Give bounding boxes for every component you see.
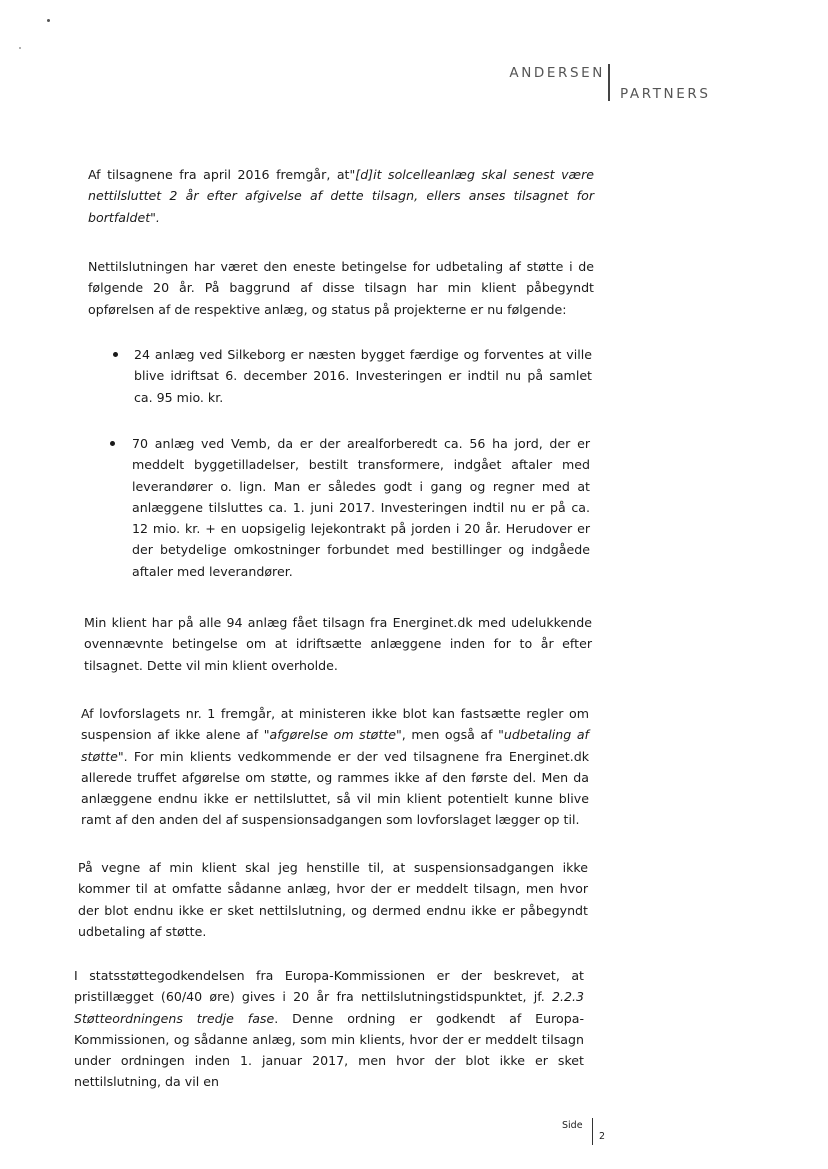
list-item-text: 24 anlæg ved Silkeborg er næsten bygget færdige og forventes at ville blive idriftsat 6. december 2016. Investeringen er indtil nu på samlet ca. 95 mio. kr. xyxy=(134,347,592,405)
andersen-partners-logo xyxy=(0,0,828,110)
paragraph-statsstoette: I statsstøttegodkendelsen fra Europa-Kommissionen er der beskrevet, at pristillægget (60/40 øre) gives i 20 år fra nettilslutningstidspunktet, jf. 2.2.3 Støtteordningens tredje fase. Denne ordning er godkendt af Europa-Kommissionen, og sådanne anlæg, som min klients, hvor der er meddelt tilsagn under ordningen inden 1. januar 2017, men hvor der blot ikke er sket nettilslutning, da vil en xyxy=(74,968,584,1090)
bullet-icon xyxy=(113,352,118,357)
paragraph-nettilslutning: Nettilslutningen har været den eneste betingelse for udbetaling af støtte i de følgende 20 år. På baggrund af disse tilsagn har min klient påbegyndt opførelsen af de respektive anlæg, og status på projekterne er nu følgende: xyxy=(88,259,594,317)
page-number: 2 xyxy=(599,1131,606,1142)
logo-divider xyxy=(608,64,610,101)
page-label: Side xyxy=(562,1120,583,1131)
list-item-text: 70 anlæg ved Vemb, da er der arealforberedt ca. 56 ha jord, der er meddelt byggetilladelser, bestilt transformere, indgået aftaler med leverandører o. lign. Man er således godt i gang og regner med at anlæggene tilsluttes ca. 1. juni 2017. Investeringen indtil nu er på ca. 12 mio. kr. + en uopsigelig lejekontrakt på jorden i 20 år. Herudover er der betydelige omkostninger forbundet med bestillinger og indgåede aftaler med leverandører. xyxy=(132,436,590,579)
logo-text-andersen: ANDERSEN xyxy=(509,65,605,81)
footer-divider xyxy=(592,1118,593,1145)
paragraph-94-anlaeg: Min klient har på alle 94 anlæg fået tilsagn fra Energinet.dk med udelukkende ovennævnte betingelse om at idriftsætte anlæggene inden for to år efter tilsagnet. Dette vil min klient overholde. xyxy=(84,615,592,673)
logo-text-partners: PARTNERS xyxy=(620,86,711,102)
paragraph-lovforslag: Af lovforslagets nr. 1 fremgår, at ministeren ikke blot kan fastsætte regler om suspension af ikke alene af "afgørelse om støtte", men også af "udbetaling af støtte". For min klients vedkommende er der ved tilsagnene fra Energinet.dk allerede truffet afgørelse om støtte, og rammes ikke af den første del. Men da anlæggene endnu ikke er nettilsluttet, så vil min klient potentielt kunne blive ramt af den anden del af suspensionsadgangen som lovforslaget lægger op til. xyxy=(81,706,589,828)
bullet-icon xyxy=(110,441,115,446)
paragraph-henstilling: På vegne af min klient skal jeg henstille til, at suspensionsadgangen ikke kommer til at omfatte sådanne anlæg, hvor der er meddelt tilsagn, men hvor der blot endnu ikke er sket nettilslutning, og dermed endnu ikke er påbegyndt udbetaling af støtte. xyxy=(78,860,588,939)
paragraph-tilsagn-quote: Af tilsagnene fra april 2016 fremgår, at"[d]it solcelleanlæg skal senest være nettilsluttet 2 år efter afgivelse af dette tilsagn, ellers anses tilsagnet for bortfaldet". xyxy=(88,167,594,225)
